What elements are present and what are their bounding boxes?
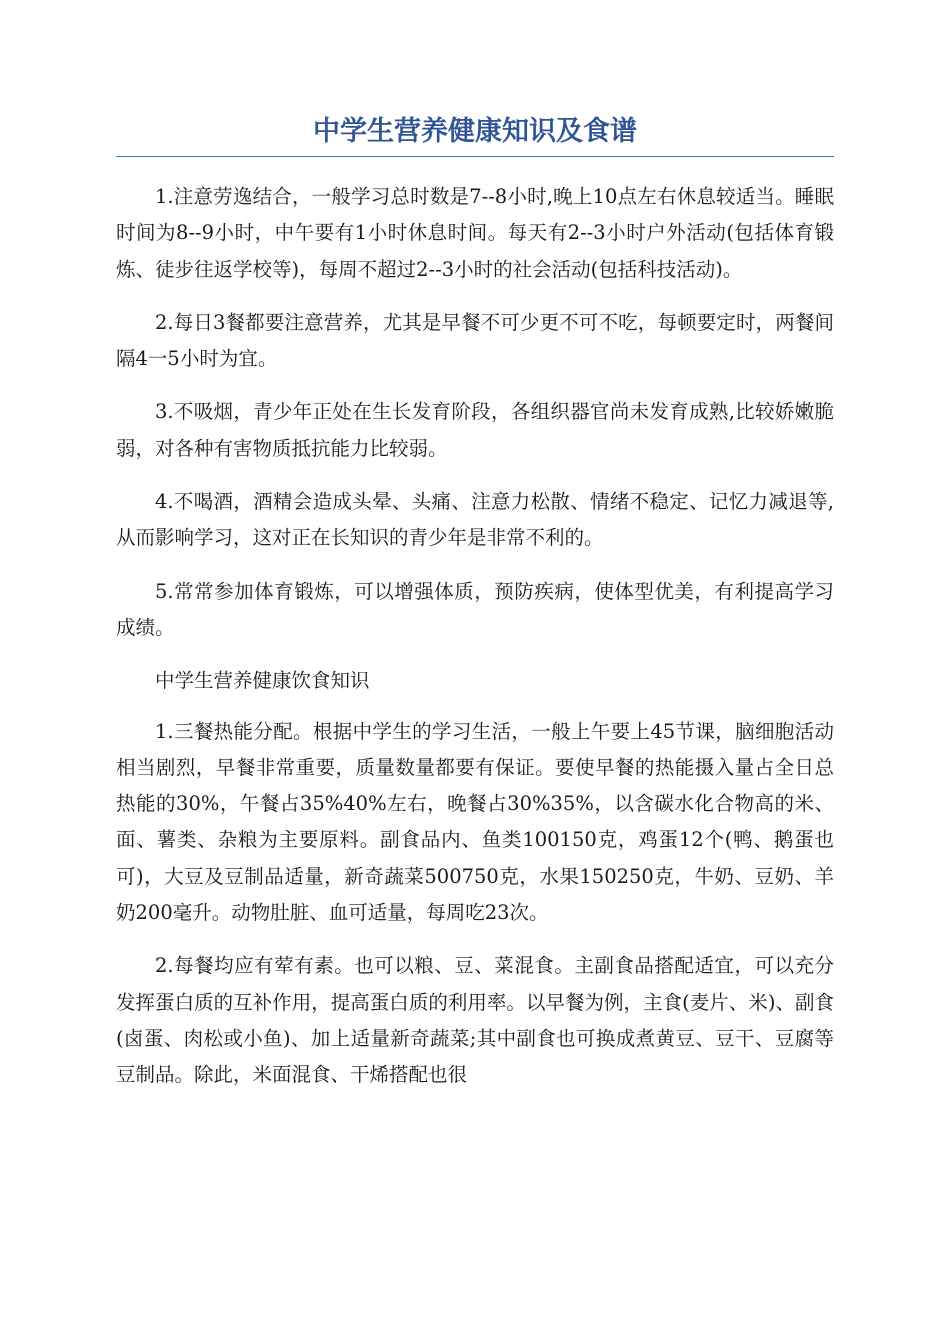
document-title: 中学生营养健康知识及食谱 <box>116 112 834 157</box>
paragraph-no-drinking: 4.不喝酒，酒精会造成头晕、头痛、注意力松散、情绪不稳定、记忆力减退等,从而影响学习，这对正在长知识的青少年是非常不利的。 <box>116 490 834 550</box>
paragraph-three-meals: 2.每日3餐都要注意营养，尤其是早餐不可少更不可不吃，每顿要定时，两餐间隔4一5小时为宜。 <box>116 310 834 371</box>
document-body <box>116 179 834 1094</box>
section-heading-diet: 中学生营养健康饮食知识 <box>155 669 370 693</box>
paragraph-meal-composition: 2.每餐均应有荤有素。也可以粮、豆、菜混食。主副食品搭配适宜，可以充分发挥蛋白质的互补作用，提高蛋白质的利用率。以早餐为例，主食(麦片、米)、副食(卤蛋、肉松或小鱼)、加上适量新奇蔬菜;其中副食也可换成煮黄豆、豆干、豆腐等豆制品。除此，米面混食、干烯搭配也很 <box>116 954 834 1087</box>
paragraph-rest-and-work: 1.注意劳逸结合，一般学习总时数是7--8小时,晚上10点左右休息较适当。睡眠时间为8--9小时，中午要有1小时休息时间。每天有2--3小时户外活动(包括体育锻炼、徒步往返学校等)，每周不超过2--3小时的社会活动(包括科技活动)。 <box>116 185 834 281</box>
paragraph-no-smoking: 3.不吸烟，青少年正处在生长发育阶段，各组织器官尚未发育成熟,比较娇嫩脆弱，对各种有害物质抵抗能力比较弱。 <box>116 400 834 460</box>
paragraph-energy-distribution: 1.三餐热能分配。根据中学生的学习生活，一般上午要上45节课，脑细胞活动相当剧烈，早餐非常重要，质量数量都要有保证。要使早餐的热能摄入量占全日总热能的30%，午餐占35%40%左右，晚餐占30%35%，以含碳水化合物高的米、面、薯类、杂粮为主要原料。副食品内、鱼类100150克，鸡蛋12个(鸭、鹅蛋也可)，大豆及豆制品适量，新奇蔬菜500750克，水果150250克，牛奶、豆奶、羊奶200毫升。动物肚脏、血可适量，每周吃23次。 <box>116 719 834 925</box>
paragraph-exercise: 5.常常参加体育锻炼，可以增强体质，预防疾病，使体型优美，有利提高学习成绩。 <box>116 579 834 639</box>
document-page <box>116 112 834 1111</box>
